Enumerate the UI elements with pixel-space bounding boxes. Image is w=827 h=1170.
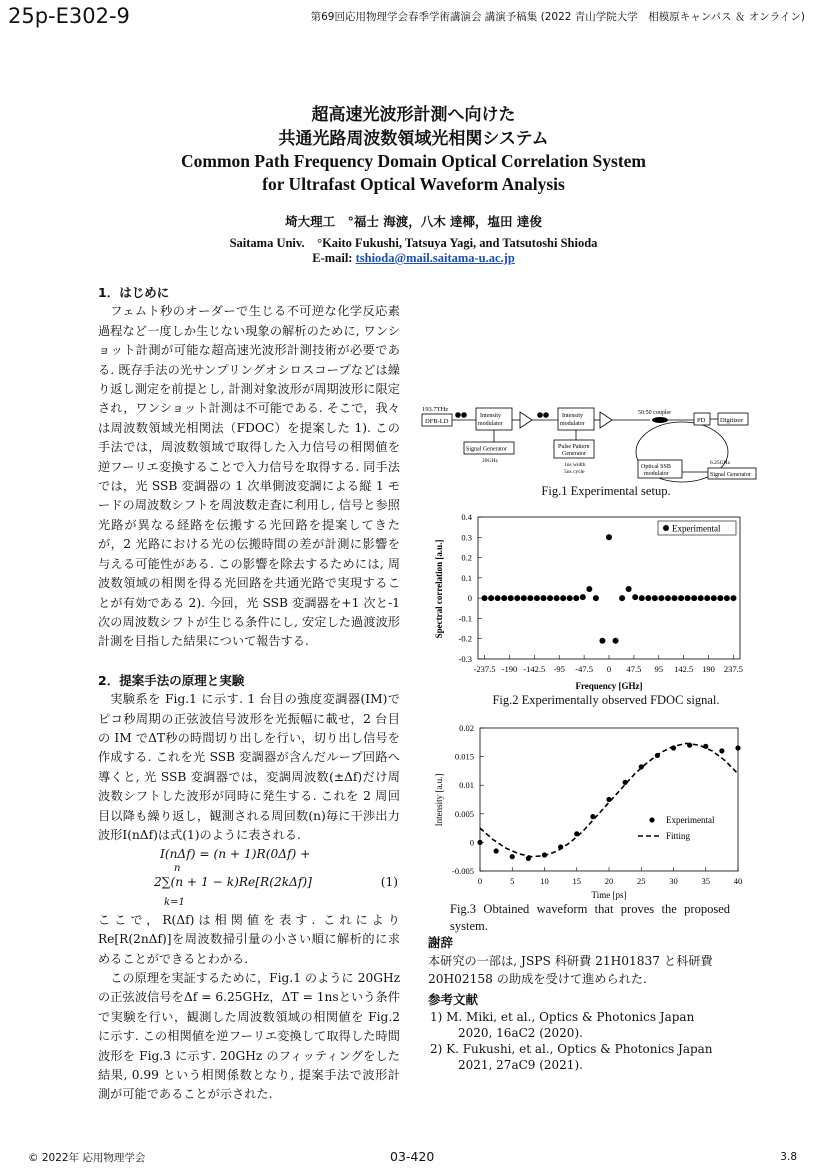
fig2-data-point <box>724 595 730 601</box>
fig2-xtick-label: -142.5 <box>523 664 546 674</box>
fig3-xtick-label: 5 <box>510 876 515 886</box>
section1-heading: 1．はじめに <box>98 285 170 300</box>
fig3-xtick-label: 10 <box>540 876 549 886</box>
fig3-data-point <box>590 814 595 819</box>
fig2-ytick-label: 0.4 <box>461 512 472 522</box>
fig2-data-point <box>599 638 605 644</box>
fig3-legend-marker <box>649 817 654 822</box>
fig2-data-point <box>567 595 573 601</box>
fig2-ytick-label: -0.2 <box>458 633 472 644</box>
footer-copyright: © 2022年 応用物理学会 <box>28 1152 146 1164</box>
fig1-freq-label: 193.7THz <box>422 406 449 413</box>
fig2-data-point <box>717 595 723 601</box>
fig3-xlabel: Time [ps] <box>591 890 627 900</box>
fig2-ytick-label: -0.1 <box>458 613 472 624</box>
fig3-data-point <box>639 764 644 769</box>
email-line <box>0 251 827 266</box>
fig1-coupler-label: 50:50 coupler <box>638 410 672 416</box>
fig3-data-point <box>655 753 660 758</box>
authors-en: Saitama Univ. °Kaito Fukushi, Tatsuya Yagi, and Tatsutoshi Shioda <box>229 236 598 250</box>
footer-right: 3.8 <box>780 1151 797 1163</box>
fig2-xtick-label: 0 <box>606 664 612 674</box>
fig2-legend-marker <box>663 525 669 531</box>
fig2-data-point <box>541 595 547 601</box>
fig2-data-point <box>580 594 586 600</box>
fig2-ytick-label: 0.2 <box>461 552 472 563</box>
fig2-data-point <box>501 595 507 601</box>
footer-page-number: 03-420 <box>390 1149 435 1164</box>
authors-jp: 埼大理工 °福士 海渡，八木 達椰，塩田 達俊 <box>285 214 542 229</box>
fig3-data-point <box>703 744 708 749</box>
svg-text:Generator: Generator <box>562 451 586 457</box>
fig1-polarizer-dot <box>455 412 461 418</box>
fig2-data-point <box>678 595 684 601</box>
reference-item: 2) K. Fukushi, et al., Optics & Photonics Japan 2021, 27aC9 (2021). <box>430 1042 713 1072</box>
title-en-line2: for Ultrafast Optical Waveform Analysis <box>262 174 565 194</box>
fig3-data-point <box>623 780 628 785</box>
fig2-data-point <box>665 595 671 601</box>
fig2-xtick-label: -190 <box>501 664 518 674</box>
fig1-ppg-sub1: 1ns width <box>564 462 586 468</box>
fig2-xtick-label: -47.5 <box>575 664 593 674</box>
fig2-ylabel: Spectral correlation [a.u.] <box>434 539 444 639</box>
fig3-ytick-label: 0.015 <box>454 751 474 762</box>
fig3-ytick-label: -0.005 <box>452 866 474 876</box>
fig2-data-point <box>639 595 645 601</box>
fig2-data-point <box>482 595 488 601</box>
fig1-sg1-sub: 20GHz <box>482 458 498 464</box>
fig2-caption: Fig.2 Experimentally observed FDOC signal. <box>492 693 720 707</box>
fig2-ytick-label: 0 <box>467 593 472 604</box>
fig3-data-point <box>687 743 692 748</box>
fig2-data-point <box>645 595 651 601</box>
fig3-data-point <box>510 854 515 859</box>
section2-body3: この原理を実証するために，Fig.1 のように 20GHz の正弦波信号をΔf = 6.25GHz，ΔT = 1nsという条件で実験を行い，観測した周波数領域の相関値を Fig.2 に示す. この相関値を逆フーリエ変換して取得した時間波形を Fig.3 に示す. 20GHz のフィッティングをした結果, 0.99 という相関係数となり, 提案手法で波形計測が可能であることが示された. <box>98 971 400 1102</box>
fig1-sg1-label: Signal Generator <box>466 446 507 453</box>
fig3-data-point <box>606 797 611 802</box>
fig1-amplifier-1 <box>520 412 532 428</box>
fig2-data-point <box>619 595 625 601</box>
equation-line2: 2∑(n + 1 − k)Re[R(2kΔf)] <box>154 874 312 889</box>
fig2-data-point <box>495 595 501 601</box>
email-label: E-mail: <box>312 251 356 265</box>
fig3-ytick-label: 0.02 <box>459 723 474 733</box>
fig3-data-point <box>542 852 547 857</box>
title-jp-line1: 超高速光波形計測へ向けた <box>311 105 516 125</box>
svg-text:Optical SSB: Optical SSB <box>641 464 671 470</box>
fig1-ppg-sub2: 5ns cycle <box>564 469 585 475</box>
fig2-data-point <box>527 595 533 601</box>
fig1-setup-diagram <box>420 400 780 485</box>
fig2-xtick-label: 47.5 <box>626 664 642 674</box>
section2-heading: 2．提案手法の原理と実験 <box>98 672 245 688</box>
ack-heading: 謝辞 <box>428 935 454 950</box>
fig1-caption: Fig.1 Experimental setup. <box>541 484 671 498</box>
ack-body: 本研究の一部は, JSPS 科研費 21H01837 と科研費 20H02158 の助成を受けて進められた. <box>428 954 713 986</box>
fig3-legend-label-experimental: Experimental <box>666 815 715 825</box>
fig3-xtick-label: 35 <box>701 876 710 886</box>
fig1-amplifier-2 <box>600 412 612 428</box>
fig2-data-point <box>613 638 619 644</box>
fig2-data-point <box>554 595 560 601</box>
fig2-data-point <box>521 595 527 601</box>
fig2-data-point <box>658 595 664 601</box>
fig2-data-point <box>730 595 736 601</box>
svg-text:modulator: modulator <box>560 421 585 427</box>
fig2-data-point <box>685 595 691 601</box>
fig3-xtick-label: 25 <box>637 876 646 886</box>
fig3-caption: Fig.3 Obtained waveform that proves the proposed system. <box>450 902 730 933</box>
fig3-data-point <box>574 831 579 836</box>
fig3-data-point <box>719 748 724 753</box>
fig2-data-point <box>560 595 566 601</box>
fig2-ytick-label: -0.3 <box>458 654 472 664</box>
fig3-xtick-label: 15 <box>572 876 581 886</box>
svg-text:Pulse Pattern: Pulse Pattern <box>558 444 590 450</box>
fig2-xtick-label: -95 <box>553 664 565 674</box>
equation-block <box>98 862 400 911</box>
fig3-data-point <box>477 840 482 845</box>
fig3-xtick-label: 30 <box>669 876 678 886</box>
fig2-ytick-label: 0.3 <box>461 532 472 543</box>
fig1-sg2-label: Signal Generator <box>710 472 751 478</box>
fig2-xtick-label: 95 <box>654 664 664 674</box>
fig3-chart <box>430 718 760 903</box>
fig1-im1-label-1: Intensity <box>480 413 501 419</box>
reference-item: 1) M. Miki, et al., Optics & Photonics Japan 2020, 16aC2 (2020). <box>430 1010 695 1040</box>
fig3-data-point <box>494 848 499 853</box>
fig3-xtick-label: 40 <box>733 876 743 886</box>
fig2-data-point <box>704 595 710 601</box>
svg-text:Intensity: Intensity <box>562 413 583 419</box>
fig2-xtick-label: 142.5 <box>674 664 694 674</box>
fig2-data-point <box>672 595 678 601</box>
fig2-data-point <box>606 534 612 540</box>
fig3-ylabel: Intensity [a.u.] <box>434 773 444 827</box>
fig3-legend-label-fitting: Fitting <box>666 831 691 841</box>
fig3-ytick-label: 0.01 <box>459 780 474 791</box>
title-jp-line2: 共通光路周波数領域光相関システム <box>278 129 549 149</box>
fig2-ytick-label: 0.1 <box>461 572 472 583</box>
fig2-xtick-label: 237.5 <box>723 664 744 674</box>
fig3-data-point <box>526 856 531 861</box>
fig3-xtick-label: 0 <box>477 876 483 886</box>
fig2-data-point <box>711 595 717 601</box>
fig2-data-point <box>488 595 494 601</box>
fig1-im1-label-2: modulator <box>478 421 503 427</box>
fig2-data-point <box>547 595 553 601</box>
fig1-sg2-sub: 6.25GHz <box>710 460 731 466</box>
fig1-coupler <box>652 417 668 423</box>
left-column <box>98 283 400 1105</box>
refs-heading: 参考文献 <box>428 992 479 1007</box>
fig2-data-point <box>593 595 599 601</box>
email-link[interactable]: tshioda@mail.saitama-u.ac.jp <box>355 251 515 265</box>
fig1-digitizer-label: Digitizer <box>720 417 744 424</box>
conference-header: 第69回応用物理学会春季学術講演会 講演予稿集 (2022 青山学院大学 相模原キャンパス ＆ オンライン) <box>310 11 805 23</box>
fig1-laser-label: DFB-LD <box>425 418 449 425</box>
equation-number: (1) <box>380 874 398 889</box>
section2-body2: ここで，R(Δf)は相関値を表す. これにより Re[R(2nΔf)]を周波数掃引量の小さい順に解析的に求めることができるとわかる. <box>98 912 400 966</box>
fig2-data-point <box>508 595 514 601</box>
fig2-data-point <box>586 586 592 592</box>
fig3-ytick-label: 0.005 <box>454 808 474 819</box>
svg-text:modulator: modulator <box>644 471 669 477</box>
ack-refs-block <box>428 934 730 1073</box>
fig2-xlabel: Frequency [GHz] <box>575 681 643 691</box>
equation-sum-lower: k=1 <box>164 896 185 908</box>
fig2-xtick-label: 190 <box>702 664 715 674</box>
fig2-xtick-label: -237.5 <box>473 664 496 674</box>
fig2-data-point <box>573 595 579 601</box>
section2-body1: 実験系を Fig.1 に示す. 1 台目の強度変調器(IM)でピコ秒周期の正弦波信号波形を光振幅に載せ，2 台目の IM でΔT秒の時間切り出しを行い，切り出し信号を作成する. これを光 SSB 変調器が含んだループ回路へ導くと, 光 SSB 変調器では，変調周波数(±Δf)だけ周波数シフトした波形が同時に発生する. これを 2 周回目以降も繰り返し，観測される周回数(n)毎に干渉出力波形I(nΔf)は式(1)のように表される. <box>98 692 400 842</box>
fig2-data-point <box>514 595 520 601</box>
fig2-data-point <box>691 595 697 601</box>
fig2-data-point <box>698 595 704 601</box>
fig1-polarizer-dot <box>461 412 467 418</box>
equation-sum-upper: n <box>174 862 181 874</box>
fig3-data-point <box>558 844 563 849</box>
paper-id: 25p-E302-9 <box>8 4 130 28</box>
fig3-ytick-label: 0 <box>469 837 474 848</box>
title-en-line1: Common Path Frequency Domain Optical Correlation System <box>180 151 646 171</box>
fig2-data-point <box>632 594 638 600</box>
fig2-data-point <box>534 595 540 601</box>
fig2-data-point <box>626 586 632 592</box>
fig1-pd-label: PD <box>697 417 706 424</box>
fig3-data-point <box>671 745 676 750</box>
fig3-data-point <box>735 745 740 750</box>
fig3-xtick-label: 20 <box>604 876 614 886</box>
equation-line1: I(nΔf) = (n + 1)R(0Δf) + <box>160 847 311 862</box>
fig2-data-point <box>652 595 658 601</box>
fig2-legend-label: Experimental <box>672 523 721 534</box>
fig2-chart <box>430 505 760 695</box>
section1-body: フェムト秒のオーダーで生じる不可逆な化学反応素過程など一度しか生じない現象の解析のために, ワンショット計測が可能な超高速光波形計測技術が必要である. 既存手法の光サンプリングオシロスコープなどは繰り返し測定を前提とし, 計測対象波形が周期波形に限定され，ワンショット計測は不可能である. そこで，我々は周波数領域光相関法（FDOC）を提案した 1). この手法では，周波数領域で取得した入力信号の相関値を逆フーリエ変換することで入力信号を取得する. 同手法では，光 SSB 変調器の 1 次単側波変調による縦 1 モードの周波数シフトを周波数走査に利用し, 信号と参照光路が異なる経路を伝搬する光回路を提案してきたが，2 光路における光の伝搬時間の差が計測に影響を与える可能性がある. この影響を除去するためには, 周波数領域の相関を得る光回路を共通光路で実現することが有効である 2). 今回，光 SSB 変調器を+1 次と-1 次の周波数シフトが生じる条件にし, 安定した過渡波形計測を目指した結果について報告する. <box>98 304 400 649</box>
